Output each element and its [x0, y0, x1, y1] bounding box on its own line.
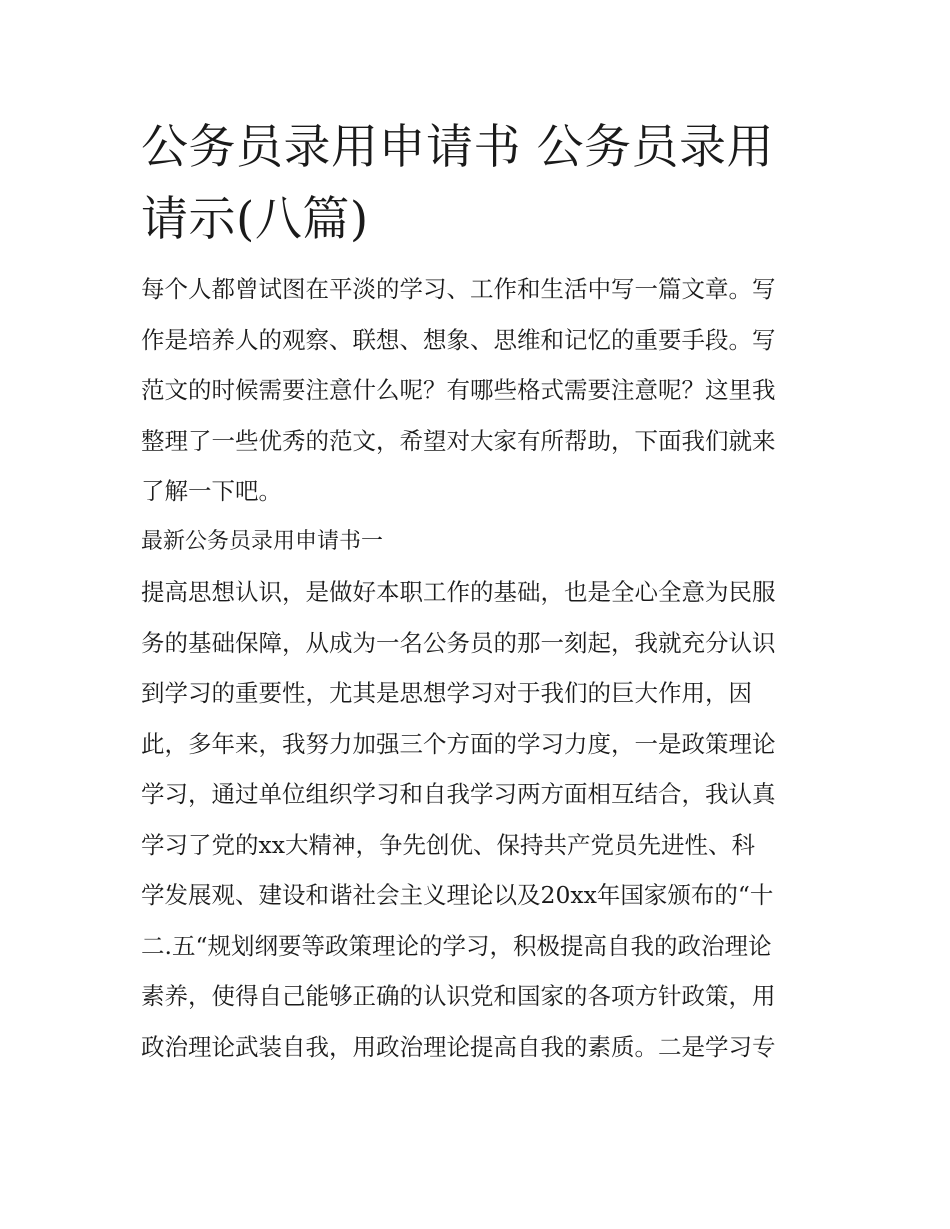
text-line: 整理了一些优秀的范文，希望对大家有所帮助，下面我们就来: [141, 426, 776, 455]
text-line: 此，多年来，我努力加强三个方面的学习力度，一是政策理论: [141, 729, 776, 758]
title-line: 请示(八篇): [141, 192, 369, 247]
text-line: 政治理论武装自我，用政治理论提高自我的素质。二是学习专: [141, 1032, 776, 1061]
title-line: 公务员录用申请书 公务员录用: [141, 120, 774, 175]
text-line: 作是培养人的观察、联想、想象、思维和记忆的重要手段。写: [141, 325, 776, 354]
text-line: 学习了党的xx大精神，争先创优、保持共产党员先进性、科: [141, 830, 756, 859]
text-line: 学发展观、建设和谐社会主义理论以及20xx年国家颁布的“十: [141, 881, 774, 909]
text-line: 二.五“规划纲要等政策理论的学习，积极提高自我的政治理论: [141, 931, 772, 960]
document-content: [141, 112, 813, 1072]
section-heading-text: 最新公务员录用申请书一: [141, 528, 384, 554]
text-line: 到学习的重要性，尤其是思想学习对于我们的巨大作用，因: [141, 679, 752, 707]
document-body: [141, 264, 813, 1072]
text-line: 务的基础保障，从成为一名公务员的那一刻起，我就充分认识: [141, 628, 776, 657]
text-line: 素养，使得自己能够正确的认识党和国家的各项方针政策，用: [141, 982, 776, 1010]
body-paragraph: [141, 567, 813, 1072]
document-title: [141, 112, 813, 256]
text-line: 每个人都曾试图在平淡的学习、工作和生活中写一篇文章。写: [141, 275, 776, 303]
intro-paragraph: [141, 264, 813, 517]
text-line: 学习，通过单位组织学习和自我学习两方面相互结合，我认真: [141, 780, 776, 808]
section-heading: [141, 517, 813, 568]
text-line: 提高思想认识，是做好本职工作的基础，也是全心全意为民服: [141, 578, 776, 606]
text-line: 了解一下吧。: [141, 477, 282, 505]
text-line: 范文的时候需要注意什么呢？有哪些格式需要注意呢？这里我: [141, 376, 776, 404]
